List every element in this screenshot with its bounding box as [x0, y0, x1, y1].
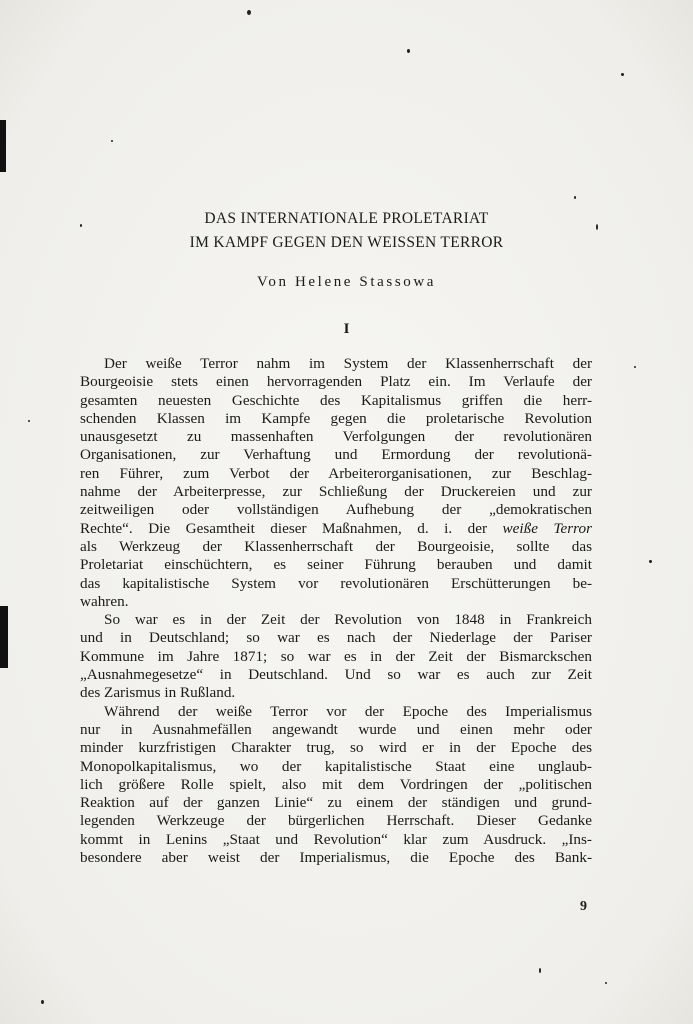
- text-line: kommt in Lenins „Staat und Revolution“ klar zum Ausdruck. „Ins-: [80, 830, 592, 848]
- text-line: zeitweiligen oder vollständigen Aufhebung der „demokratischen: [80, 501, 592, 519]
- text-line: ren Führer, zum Verbot der Arbeiterorganisationen, zur Beschlag-: [80, 464, 592, 482]
- text-line: nur in Ausnahmefällen angewandt wurde und einen mehr oder: [80, 720, 592, 738]
- scan-speck: [605, 982, 607, 984]
- scan-speck: [539, 968, 541, 973]
- scan-speck: [649, 560, 652, 563]
- text-line: das kapitalistische System vor revolutionären Erschütterungen be-: [80, 574, 592, 592]
- article-body: [80, 355, 592, 867]
- scan-edge-mark: [0, 120, 6, 172]
- text-line: Proletariat einschüchtern, es seiner Führung berauben und damit: [80, 556, 592, 574]
- text-line: Während der weiße Terror vor der Epoche des Imperialismus: [104, 702, 592, 720]
- text-line: als Werkzeug der Klassenherrschaft der Bourgeoisie, sollte das: [80, 537, 592, 555]
- text-line: Bourgeoisie stets einen hervorragenden Platz ein. Im Verlaufe der: [80, 373, 592, 391]
- text-line: und in Deutschland; so war es nach der Niederlage der Pariser: [80, 629, 592, 647]
- section-number: I: [343, 321, 350, 337]
- scan-edge-mark: [0, 606, 8, 668]
- text-line: Monopolkapitalismus, wo der kapitalistische Staat eine unglaub-: [80, 757, 592, 775]
- text-line: So war es in der Zeit der Revolution von 1848 in Frankreich: [104, 611, 592, 629]
- article-title-line-2: IM KAMPF GEGEN DEN WEISSEN TERROR: [189, 234, 504, 251]
- article-author: Von Helene Stassowa: [256, 274, 437, 290]
- italic-phrase: weiße Terror: [502, 519, 593, 537]
- scan-speck: [574, 196, 576, 199]
- text-line: gesamten neuesten Geschichte des Kapitalismus griffen die herr-: [80, 391, 592, 409]
- text-line: des Zarismus in Rußland.: [80, 684, 236, 702]
- text-line: besondere aber weist der Imperialismus, die Epoche des Bank-: [80, 849, 592, 867]
- scan-speck: [621, 73, 624, 76]
- text-line: wahren.: [80, 592, 129, 610]
- scan-speck: [634, 366, 636, 368]
- page-number: 9: [580, 899, 587, 914]
- scan-speck: [41, 1000, 44, 1004]
- text-line: Organisationen, zur Verhaftung und Ermordung der revolutionä-: [80, 446, 592, 464]
- text-segment: Rechte“. Die Gesamtheit dieser Maßnahmen, d. i. der: [80, 519, 503, 537]
- text-line: nahme der Arbeiterpresse, zur Schließung der Druckereien und zur: [80, 483, 592, 501]
- text-line: Kommune im Jahre 1871; so war es in der Zeit der Bismarckschen: [80, 647, 592, 665]
- scan-speck: [28, 420, 30, 422]
- text-line-with-italic: [80, 520, 592, 538]
- scan-speck: [111, 140, 113, 142]
- text-line: minder kurzfristigen Charakter trug, so wird er in der Epoche des: [80, 739, 592, 757]
- scan-speck: [407, 49, 410, 53]
- text-line: „Ausnahmegesetze“ in Deutschland. Und so war es auch zur Zeit: [80, 666, 592, 684]
- text-line: schenden Klassen im Kampfe gegen die proletarische Revolution: [80, 409, 592, 427]
- text-line: Reaktion auf der ganzen Linie“ zu einem der ständigen und grund-: [80, 794, 592, 812]
- text-line: lich größere Rolle spielt, also mit dem Vordringen der „politischen: [80, 775, 592, 793]
- scan-speck: [247, 10, 251, 15]
- text-line: unausgesetzt zu massenhaften Verfolgungen der revolutionären: [80, 428, 592, 446]
- text-line: Der weiße Terror nahm im System der Klassenherrschaft der: [104, 355, 592, 372]
- text-line: legenden Werkzeuge der bürgerlichen Herrschaft. Dieser Gedanke: [80, 812, 592, 830]
- article-title-line-1: DAS INTERNATIONALE PROLETARIAT: [204, 210, 489, 227]
